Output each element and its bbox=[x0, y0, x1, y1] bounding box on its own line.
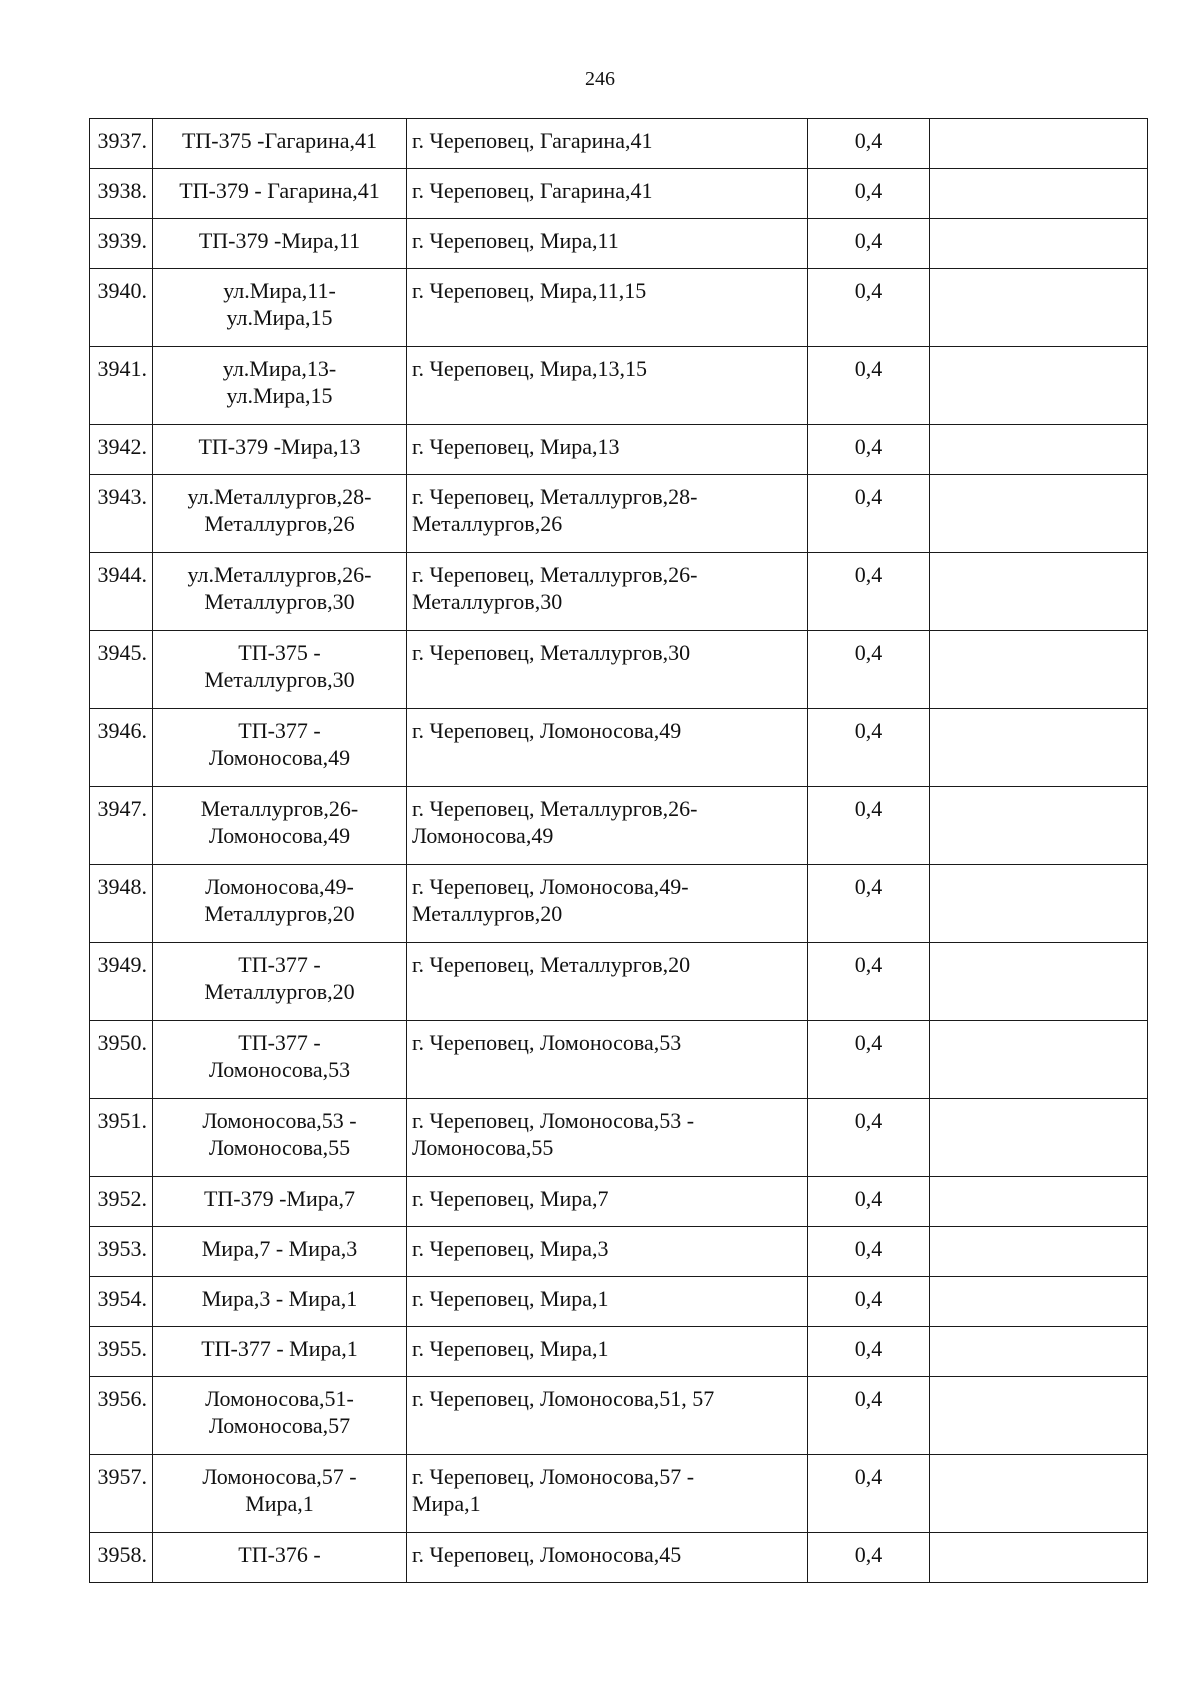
note-cell bbox=[930, 169, 1148, 219]
line-name-cell: Металлургов,26- Ломоносова,49 bbox=[153, 787, 407, 865]
voltage-cell: 0,4 bbox=[808, 347, 930, 425]
row-number-cell: 3943. bbox=[90, 475, 153, 553]
note-cell bbox=[930, 1455, 1148, 1533]
address-cell: г. Череповец, Ломоносова,53 - Ломоносова,55 bbox=[407, 1099, 808, 1177]
table-row bbox=[90, 631, 1148, 709]
line-name-cell: Мира,3 - Мира,1 bbox=[153, 1277, 407, 1327]
note-cell bbox=[930, 553, 1148, 631]
line-name-cell: ТП-375 - Металлургов,30 bbox=[153, 631, 407, 709]
table-row bbox=[90, 1177, 1148, 1227]
table-row bbox=[90, 1099, 1148, 1177]
note-cell bbox=[930, 631, 1148, 709]
line-name-cell: ТП-376 - bbox=[153, 1533, 407, 1583]
table-row bbox=[90, 169, 1148, 219]
line-name-cell: ТП-375 -Гагарина,41 bbox=[153, 119, 407, 169]
line-name-cell: ТП-379 - Гагарина,41 bbox=[153, 169, 407, 219]
line-name-cell: ТП-377 - Ломоносова,53 bbox=[153, 1021, 407, 1099]
voltage-cell: 0,4 bbox=[808, 219, 930, 269]
voltage-cell: 0,4 bbox=[808, 169, 930, 219]
row-number-cell: 3938. bbox=[90, 169, 153, 219]
row-number-cell: 3957. bbox=[90, 1455, 153, 1533]
voltage-cell: 0,4 bbox=[808, 1099, 930, 1177]
line-name-cell: ТП-377 - Ломоносова,49 bbox=[153, 709, 407, 787]
line-name-cell: ул.Мира,13- ул.Мира,15 bbox=[153, 347, 407, 425]
table-row bbox=[90, 787, 1148, 865]
note-cell bbox=[930, 865, 1148, 943]
voltage-cell: 0,4 bbox=[808, 1277, 930, 1327]
note-cell bbox=[930, 1099, 1148, 1177]
row-number-cell: 3939. bbox=[90, 219, 153, 269]
table-row bbox=[90, 425, 1148, 475]
note-cell bbox=[930, 709, 1148, 787]
address-cell: г. Череповец, Гагарина,41 bbox=[407, 169, 808, 219]
line-name-cell: ТП-377 - Мира,1 bbox=[153, 1327, 407, 1377]
address-cell: г. Череповец, Гагарина,41 bbox=[407, 119, 808, 169]
table-row bbox=[90, 943, 1148, 1021]
line-name-cell: Ломоносова,53 - Ломоносова,55 bbox=[153, 1099, 407, 1177]
address-cell: г. Череповец, Мира,1 bbox=[407, 1277, 808, 1327]
page-number: 246 bbox=[585, 68, 615, 90]
table-body bbox=[90, 119, 1148, 1583]
table-row bbox=[90, 1277, 1148, 1327]
row-number-cell: 3952. bbox=[90, 1177, 153, 1227]
note-cell bbox=[930, 425, 1148, 475]
address-cell: г. Череповец, Ломоносова,49 bbox=[407, 709, 808, 787]
voltage-cell: 0,4 bbox=[808, 631, 930, 709]
voltage-cell: 0,4 bbox=[808, 425, 930, 475]
address-cell: г. Череповец, Мира,13 bbox=[407, 425, 808, 475]
address-cell: г. Череповец, Мира,11,15 bbox=[407, 269, 808, 347]
row-number-cell: 3941. bbox=[90, 347, 153, 425]
line-name-cell: ТП-379 -Мира,11 bbox=[153, 219, 407, 269]
line-name-cell: Ломоносова,51- Ломоносова,57 bbox=[153, 1377, 407, 1455]
note-cell bbox=[930, 1533, 1148, 1583]
address-cell: г. Череповец, Металлургов,26- Ломоносова,49 bbox=[407, 787, 808, 865]
note-cell bbox=[930, 943, 1148, 1021]
address-cell: г. Череповец, Ломоносова,53 bbox=[407, 1021, 808, 1099]
address-cell: г. Череповец, Ломоносова,45 bbox=[407, 1533, 808, 1583]
address-cell: г. Череповец, Мира,13,15 bbox=[407, 347, 808, 425]
address-cell: г. Череповец, Металлургов,30 bbox=[407, 631, 808, 709]
table-row bbox=[90, 347, 1148, 425]
note-cell bbox=[930, 219, 1148, 269]
table-row bbox=[90, 1227, 1148, 1277]
row-number-cell: 3942. bbox=[90, 425, 153, 475]
row-number-cell: 3937. bbox=[90, 119, 153, 169]
voltage-cell: 0,4 bbox=[808, 1327, 930, 1377]
table-row bbox=[90, 1533, 1148, 1583]
line-name-cell: ул.Мира,11- ул.Мира,15 bbox=[153, 269, 407, 347]
voltage-cell: 0,4 bbox=[808, 269, 930, 347]
table-row bbox=[90, 865, 1148, 943]
address-cell: г. Череповец, Металлургов,26- Металлургов,30 bbox=[407, 553, 808, 631]
line-name-cell: ТП-379 -Мира,7 bbox=[153, 1177, 407, 1227]
voltage-cell: 0,4 bbox=[808, 1377, 930, 1455]
note-cell bbox=[930, 1021, 1148, 1099]
address-cell: г. Череповец, Металлургов,28- Металлургов,26 bbox=[407, 475, 808, 553]
row-number-cell: 3956. bbox=[90, 1377, 153, 1455]
line-name-cell: ТП-377 - Металлургов,20 bbox=[153, 943, 407, 1021]
voltage-cell: 0,4 bbox=[808, 475, 930, 553]
note-cell bbox=[930, 269, 1148, 347]
table-row bbox=[90, 1377, 1148, 1455]
row-number-cell: 3954. bbox=[90, 1277, 153, 1327]
row-number-cell: 3948. bbox=[90, 865, 153, 943]
address-cell: г. Череповец, Мира,1 bbox=[407, 1327, 808, 1377]
line-name-cell: Мира,7 - Мира,3 bbox=[153, 1227, 407, 1277]
row-number-cell: 3953. bbox=[90, 1227, 153, 1277]
row-number-cell: 3958. bbox=[90, 1533, 153, 1583]
address-cell: г. Череповец, Мира,11 bbox=[407, 219, 808, 269]
power-lines-table bbox=[89, 118, 1148, 1583]
note-cell bbox=[930, 119, 1148, 169]
note-cell bbox=[930, 1227, 1148, 1277]
row-number-cell: 3949. bbox=[90, 943, 153, 1021]
voltage-cell: 0,4 bbox=[808, 1533, 930, 1583]
table-row bbox=[90, 119, 1148, 169]
table-row bbox=[90, 1021, 1148, 1099]
line-name-cell: ТП-379 -Мира,13 bbox=[153, 425, 407, 475]
note-cell bbox=[930, 1377, 1148, 1455]
voltage-cell: 0,4 bbox=[808, 865, 930, 943]
address-cell: г. Череповец, Ломоносова,51, 57 bbox=[407, 1377, 808, 1455]
address-cell: г. Череповец, Мира,3 bbox=[407, 1227, 808, 1277]
note-cell bbox=[930, 347, 1148, 425]
address-cell: г. Череповец, Ломоносова,57 - Мира,1 bbox=[407, 1455, 808, 1533]
voltage-cell: 0,4 bbox=[808, 709, 930, 787]
voltage-cell: 0,4 bbox=[808, 1227, 930, 1277]
line-name-cell: ул.Металлургов,26- Металлургов,30 bbox=[153, 553, 407, 631]
voltage-cell: 0,4 bbox=[808, 553, 930, 631]
table-row bbox=[90, 1455, 1148, 1533]
table-row bbox=[90, 219, 1148, 269]
row-number-cell: 3940. bbox=[90, 269, 153, 347]
row-number-cell: 3951. bbox=[90, 1099, 153, 1177]
note-cell bbox=[930, 1177, 1148, 1227]
line-name-cell: ул.Металлургов,28- Металлургов,26 bbox=[153, 475, 407, 553]
note-cell bbox=[930, 475, 1148, 553]
row-number-cell: 3946. bbox=[90, 709, 153, 787]
table-row bbox=[90, 269, 1148, 347]
address-cell: г. Череповец, Ломоносова,49- Металлургов,20 bbox=[407, 865, 808, 943]
line-name-cell: Ломоносова,49- Металлургов,20 bbox=[153, 865, 407, 943]
voltage-cell: 0,4 bbox=[808, 1021, 930, 1099]
table-row bbox=[90, 475, 1148, 553]
note-cell bbox=[930, 1327, 1148, 1377]
address-cell: г. Череповец, Мира,7 bbox=[407, 1177, 808, 1227]
row-number-cell: 3944. bbox=[90, 553, 153, 631]
voltage-cell: 0,4 bbox=[808, 1177, 930, 1227]
row-number-cell: 3945. bbox=[90, 631, 153, 709]
table-row bbox=[90, 1327, 1148, 1377]
note-cell bbox=[930, 1277, 1148, 1327]
table-row bbox=[90, 553, 1148, 631]
voltage-cell: 0,4 bbox=[808, 1455, 930, 1533]
note-cell bbox=[930, 787, 1148, 865]
voltage-cell: 0,4 bbox=[808, 119, 930, 169]
row-number-cell: 3955. bbox=[90, 1327, 153, 1377]
row-number-cell: 3950. bbox=[90, 1021, 153, 1099]
table-row bbox=[90, 709, 1148, 787]
row-number-cell: 3947. bbox=[90, 787, 153, 865]
voltage-cell: 0,4 bbox=[808, 787, 930, 865]
voltage-cell: 0,4 bbox=[808, 943, 930, 1021]
line-name-cell: Ломоносова,57 - Мира,1 bbox=[153, 1455, 407, 1533]
address-cell: г. Череповец, Металлургов,20 bbox=[407, 943, 808, 1021]
